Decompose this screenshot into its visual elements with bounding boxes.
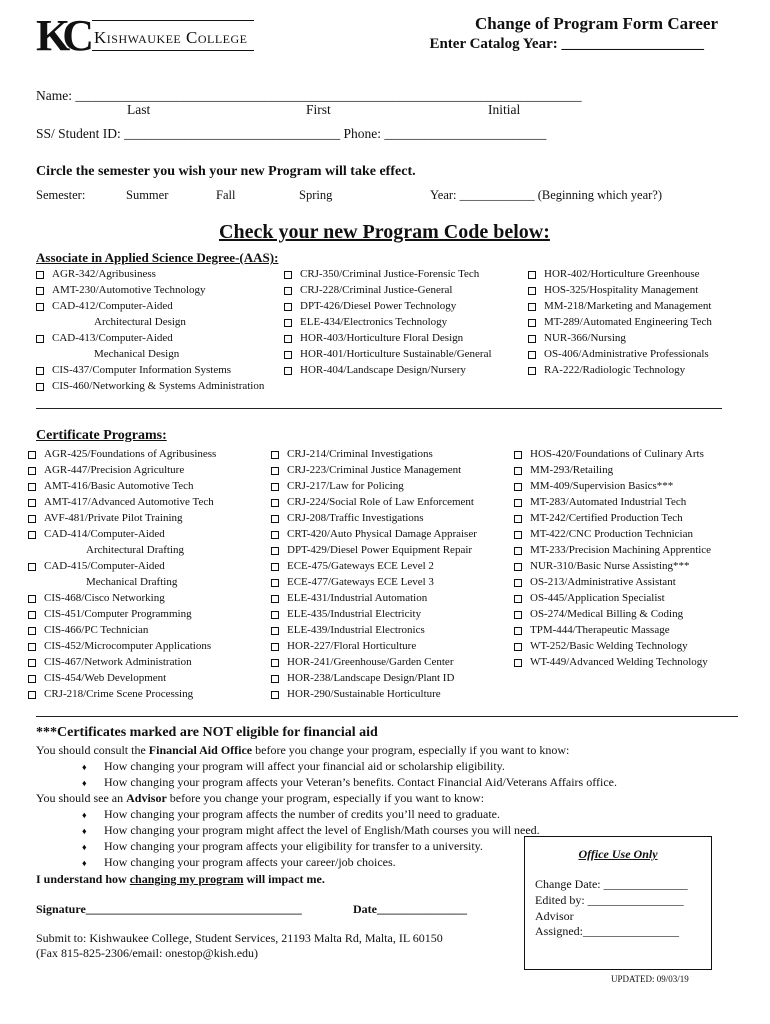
program-label: CRJ-350/Criminal Justice-Forensic Tech: [300, 268, 480, 280]
understand-pre: I understand how: [36, 872, 130, 886]
program-option[interactable]: [528, 300, 712, 316]
checkbox-icon[interactable]: [36, 303, 44, 311]
program-label: HOR-238/Landscape Design/Plant ID: [287, 672, 455, 684]
program-option[interactable]: [28, 688, 216, 704]
adv-intro-pre: You should see an: [36, 791, 127, 805]
checkbox-icon[interactable]: [28, 467, 36, 475]
form-title: Change of Program Form Career: [475, 14, 718, 33]
program-item-continued: Mechanical Drafting: [86, 576, 178, 588]
program-label: MT-283/Automated Industrial Tech: [530, 496, 687, 508]
checkbox-icon[interactable]: [514, 611, 522, 619]
diamond-bullet-icon: ♦: [82, 778, 87, 788]
semester-option-summer[interactable]: Summer: [126, 188, 169, 202]
program-label: DPT-429/Diesel Power Equipment Repair: [287, 544, 473, 556]
checkbox-icon[interactable]: [528, 271, 536, 279]
program-label: AMT-417/Advanced Automotive Tech: [44, 496, 214, 508]
semester-option-fall[interactable]: Fall: [216, 188, 236, 202]
program-option[interactable]: [271, 544, 477, 560]
logo-text: Kishwaukee College: [94, 28, 248, 47]
id-phone-field[interactable]: SS/ Student ID: ________________________________ Phone: ________________________: [36, 126, 547, 141]
program-option[interactable]: [28, 608, 216, 624]
program-label: ECE-477/Gateways ECE Level 3: [287, 576, 434, 588]
program-option[interactable]: [271, 480, 477, 496]
program-option[interactable]: [28, 592, 216, 608]
advisor-bullet-list: [82, 807, 540, 871]
program-label: CAD-415/Computer-Aided: [44, 560, 165, 572]
checkbox-icon[interactable]: [514, 595, 522, 603]
checkbox-icon[interactable]: [528, 335, 536, 343]
checkbox-icon[interactable]: [514, 451, 522, 459]
bullet-item: [82, 839, 540, 855]
checkbox-icon[interactable]: [284, 271, 292, 279]
diamond-bullet-icon: ♦: [82, 762, 87, 772]
program-label: MM-218/Marketing and Management: [544, 300, 712, 312]
program-label: AMT-230/Automotive Technology: [52, 284, 206, 296]
program-option[interactable]: [36, 364, 264, 380]
understand-statement: [36, 872, 325, 887]
program-option[interactable]: [284, 284, 492, 300]
program-label: ELE-439/Industrial Electronics: [287, 624, 425, 636]
name-last-label: Last: [127, 102, 151, 117]
program-option[interactable]: [284, 316, 492, 332]
program-option[interactable]: [28, 656, 216, 672]
program-option[interactable]: [28, 496, 216, 512]
financial-aid-note: ***Certificates marked are NOT eligible for financial aid: [36, 725, 378, 740]
submit-address: Submit to: Kishwaukee College, Student Services, 21193 Malta Rd, Malta, IL 60150: [36, 931, 443, 945]
program-option[interactable]: [271, 464, 477, 480]
fa-intro-pre: You should consult the: [36, 743, 149, 757]
checkbox-icon[interactable]: [284, 335, 292, 343]
bullet-item: [82, 775, 617, 791]
program-option[interactable]: [271, 560, 477, 576]
checkbox-icon[interactable]: [271, 643, 279, 651]
program-label: OS-213/Administrative Assistant: [530, 576, 676, 588]
checkbox-icon[interactable]: [271, 691, 279, 699]
bullet-text: How changing your program affects your career/job choices.: [104, 855, 396, 869]
bullet-text: How changing your program might affect the level of English/Math courses you will need.: [104, 823, 540, 837]
checkbox-icon[interactable]: [271, 451, 279, 459]
checkbox-icon[interactable]: [28, 659, 36, 667]
semester-instruction: Circle the semester you wish your new Program will take effect.: [36, 164, 416, 179]
program-label: CIS-460/Networking & Systems Administration: [52, 380, 265, 392]
checkbox-icon[interactable]: [271, 659, 279, 667]
checkbox-icon[interactable]: [36, 271, 44, 279]
checkbox-icon[interactable]: [28, 499, 36, 507]
checkbox-icon[interactable]: [284, 303, 292, 311]
program-option[interactable]: [514, 608, 711, 624]
checkbox-icon[interactable]: [284, 319, 292, 327]
date-field[interactable]: Date_______________: [353, 902, 467, 916]
program-option[interactable]: [528, 316, 712, 332]
program-label: HOR-227/Floral Horticulture: [287, 640, 417, 652]
program-option[interactable]: [36, 284, 264, 300]
program-option[interactable]: [28, 560, 216, 576]
diamond-bullet-icon: ♦: [82, 858, 87, 868]
advisor-label: Advisor: [535, 909, 574, 923]
checkbox-icon[interactable]: [514, 659, 522, 667]
program-label: MT-242/Certified Production Tech: [530, 512, 683, 524]
aas-column-3: [528, 268, 712, 380]
program-option[interactable]: [514, 624, 711, 640]
program-label: ELE-431/Industrial Automation: [287, 592, 428, 604]
program-label: CIS-468/Cisco Networking: [44, 592, 165, 604]
program-label: OS-406/Administrative Professionals: [544, 348, 709, 360]
program-option[interactable]: [514, 656, 711, 672]
diamond-bullet-icon: ♦: [82, 842, 87, 852]
diamond-bullet-icon: ♦: [82, 826, 87, 836]
program-option[interactable]: [271, 496, 477, 512]
program-label: HOR-290/Sustainable Horticulture: [287, 688, 441, 700]
checkbox-icon[interactable]: [271, 467, 279, 475]
fa-intro: [36, 743, 569, 758]
program-option[interactable]: [271, 656, 477, 672]
program-label: CRJ-218/Crime Scene Processing: [44, 688, 194, 700]
program-option[interactable]: [271, 672, 477, 688]
checkbox-icon[interactable]: [28, 691, 36, 699]
program-label: NUR-366/Nursing: [544, 332, 626, 344]
checkbox-icon[interactable]: [271, 547, 279, 555]
program-option[interactable]: [271, 512, 477, 528]
checkbox-icon[interactable]: [271, 515, 279, 523]
bullet-text: How changing your program affects the number of credits you’ll need to graduate.: [104, 807, 500, 821]
program-option[interactable]: [28, 464, 216, 480]
program-label: CIS-437/Computer Information Systems: [52, 364, 232, 376]
checkbox-icon[interactable]: [528, 367, 536, 375]
program-label: OS-274/Medical Billing & Coding: [530, 608, 684, 620]
program-label: CIS-467/Network Administration: [44, 656, 192, 668]
logo-rule-bottom: [92, 50, 254, 51]
college-logo: [36, 11, 254, 60]
program-label: CRJ-228/Criminal Justice-General: [300, 284, 453, 296]
program-label: OS-445/Application Specialist: [530, 592, 665, 604]
checkbox-icon[interactable]: [514, 531, 522, 539]
cert-heading: Certificate Programs:: [36, 428, 167, 443]
checkbox-icon[interactable]: [36, 383, 44, 391]
checkbox-icon[interactable]: [514, 499, 522, 507]
program-option[interactable]: [514, 480, 711, 496]
checkbox-icon[interactable]: [514, 643, 522, 651]
program-item-continued: Architectural Drafting: [86, 544, 185, 556]
program-label: HOS-325/Hospitality Management: [544, 284, 699, 296]
name-first-label: First: [306, 102, 331, 117]
program-option[interactable]: [271, 448, 477, 464]
program-label: HOR-404/Landscape Design/Nursery: [300, 364, 466, 376]
checkbox-icon[interactable]: [28, 563, 36, 571]
logo-mark: KC: [36, 11, 86, 60]
program-option[interactable]: [514, 512, 711, 528]
checkbox-icon[interactable]: [28, 451, 36, 459]
checkbox-icon[interactable]: [528, 351, 536, 359]
program-option[interactable]: [36, 268, 264, 284]
checkbox-icon[interactable]: [271, 611, 279, 619]
program-label: ELE-435/Industrial Electricity: [287, 608, 422, 620]
program-option[interactable]: [271, 592, 477, 608]
program-label: NUR-310/Basic Nurse Assisting***: [530, 560, 690, 572]
program-option[interactable]: [514, 640, 711, 656]
checkbox-icon[interactable]: [28, 611, 36, 619]
checkbox-icon[interactable]: [36, 367, 44, 375]
program-label: CAD-413/Computer-Aided: [52, 332, 173, 344]
program-label: CRJ-214/Criminal Investigations: [287, 448, 433, 460]
program-label: CRT-420/Auto Physical Damage Appraiser: [287, 528, 477, 540]
adv-intro-post: before you change your program, especially if you want to know:: [166, 791, 485, 805]
checkbox-icon[interactable]: [28, 483, 36, 491]
program-label: CIS-454/Web Development: [44, 672, 167, 684]
program-item-continued: Architectural Design: [94, 316, 186, 328]
program-label: HOR-401/Horticulture Sustainable/General: [300, 348, 492, 360]
program-label: CRJ-223/Criminal Justice Management: [287, 464, 462, 476]
bullet-item: [82, 823, 540, 839]
program-option[interactable]: [36, 380, 264, 396]
program-label: TPM-444/Therapeutic Massage: [530, 624, 670, 636]
program-option[interactable]: [514, 560, 711, 576]
program-option[interactable]: [28, 528, 216, 544]
program-option[interactable]: [28, 480, 216, 496]
program-label: MM-409/Supervision Basics***: [530, 480, 674, 492]
year-field[interactable]: Year: ____________ (Beginning which year?): [430, 188, 663, 202]
program-option[interactable]: [271, 688, 477, 704]
logo-rule-top: [92, 20, 254, 21]
advisor-intro: [36, 791, 484, 806]
program-label: CIS-451/Computer Programming: [44, 608, 192, 620]
checkbox-icon[interactable]: [28, 595, 36, 603]
name-field[interactable]: Name: ___________________________________________________________________________: [36, 88, 582, 103]
checkbox-icon[interactable]: [271, 595, 279, 603]
program-label: RA-222/Radiologic Technology: [544, 364, 686, 376]
program-heading: Check your new Program Code below:: [219, 221, 550, 243]
checkbox-icon[interactable]: [36, 335, 44, 343]
checkbox-icon[interactable]: [28, 643, 36, 651]
program-option[interactable]: [271, 576, 477, 592]
checkbox-icon[interactable]: [514, 579, 522, 587]
bullet-item: [82, 759, 617, 775]
checkbox-icon[interactable]: [271, 499, 279, 507]
office-use-box: [524, 836, 712, 970]
checkbox-icon[interactable]: [271, 627, 279, 635]
bullet-text: How changing your program affects your eligibility for transfer to a university.: [104, 839, 483, 853]
program-label: CIS-466/PC Technician: [44, 624, 149, 636]
checkbox-icon[interactable]: [528, 287, 536, 295]
program-label: CRJ-208/Traffic Investigations: [287, 512, 424, 524]
program-label: HOR-241/Greenhouse/Garden Center: [287, 656, 454, 668]
cert-column-2: [271, 448, 477, 704]
fa-intro-post: before you change your program, especially if you want to know:: [252, 743, 570, 757]
checkbox-icon[interactable]: [271, 531, 279, 539]
checkbox-icon[interactable]: [271, 579, 279, 587]
program-option[interactable]: [28, 448, 216, 464]
bullet-text: How changing your program affects your Veteran’s benefits. Contact Financial Aid/Veterans Affairs office.: [104, 775, 617, 789]
aas-heading: Associate in Applied Science Degree-(AAS):: [36, 250, 279, 265]
program-label: AGR-342/Agribusiness: [52, 268, 156, 280]
checkbox-icon[interactable]: [284, 287, 292, 295]
checkbox-icon[interactable]: [528, 303, 536, 311]
program-option[interactable]: [284, 300, 492, 316]
program-label: ELE-434/Electronics Technology: [300, 316, 448, 328]
program-item-continued: Mechanical Design: [94, 348, 180, 360]
fa-bullet-list: [82, 759, 617, 791]
signature-field[interactable]: Signature____________________________________: [36, 902, 302, 916]
program-label: HOR-402/Horticulture Greenhouse: [544, 268, 700, 280]
checkbox-icon[interactable]: [284, 351, 292, 359]
cert-column-3: [514, 448, 711, 672]
edited-by-field[interactable]: Edited by: ________________: [535, 893, 684, 907]
program-option[interactable]: [271, 528, 477, 544]
checkbox-icon[interactable]: [528, 319, 536, 327]
diamond-bullet-icon: ♦: [82, 810, 87, 820]
program-option[interactable]: [36, 300, 264, 316]
program-option[interactable]: [514, 496, 711, 512]
program-option[interactable]: [284, 364, 492, 380]
checkbox-icon[interactable]: [28, 675, 36, 683]
program-option[interactable]: [284, 332, 492, 348]
office-use-title: Office Use Only: [578, 847, 658, 861]
program-label: MM-293/Retailing: [530, 464, 614, 476]
checkbox-icon[interactable]: [514, 483, 522, 491]
checkbox-icon[interactable]: [514, 563, 522, 571]
understand-post: will impact me.: [243, 872, 325, 886]
program-label: MT-233/Precision Machining Apprentice: [530, 544, 712, 556]
program-option[interactable]: [514, 528, 711, 544]
change-date-field[interactable]: Change Date: ______________: [535, 877, 688, 891]
program-label: CRJ-217/Law for Policing: [287, 480, 404, 492]
advisor: Advisor: [126, 791, 167, 805]
checkbox-icon[interactable]: [271, 483, 279, 491]
program-option[interactable]: [514, 576, 711, 592]
checkbox-icon[interactable]: [36, 287, 44, 295]
checkbox-icon[interactable]: [271, 563, 279, 571]
program-label: AGR-425/Foundations of Agribusiness: [44, 448, 217, 460]
checkbox-icon[interactable]: [514, 547, 522, 555]
program-label: AMT-416/Basic Automotive Tech: [44, 480, 194, 492]
name-initial-label: Initial: [488, 102, 521, 117]
bullet-item: [82, 807, 540, 823]
program-label: CRJ-224/Social Role of Law Enforcement: [287, 496, 474, 508]
catalog-year-field[interactable]: Enter Catalog Year: ___________________: [429, 36, 704, 52]
fa-office: Financial Aid Office: [148, 743, 253, 757]
program-label: DPT-426/Diesel Power Technology: [300, 300, 457, 312]
program-option[interactable]: [271, 624, 477, 640]
program-label: HOR-403/Horticulture Floral Design: [300, 332, 464, 344]
program-option[interactable]: [528, 284, 712, 300]
program-label: ECE-475/Gateways ECE Level 2: [287, 560, 434, 572]
checkbox-icon[interactable]: [284, 367, 292, 375]
program-option[interactable]: [284, 268, 492, 284]
assigned-field[interactable]: Assigned:________________: [535, 924, 679, 938]
program-option[interactable]: [36, 332, 264, 348]
program-label: AVF-481/Private Pilot Training: [44, 512, 183, 524]
checkbox-icon[interactable]: [28, 515, 36, 523]
program-label: CIS-452/Microcomputer Applications: [44, 640, 212, 652]
program-label: MT-422/CNC Production Technician: [530, 528, 693, 540]
program-option[interactable]: [284, 348, 492, 364]
program-label: CAD-414/Computer-Aided: [44, 528, 165, 540]
section-divider: [36, 716, 738, 717]
bullet-item: [82, 855, 540, 871]
cert-column-1: [28, 448, 216, 704]
program-option[interactable]: [271, 640, 477, 656]
checkbox-icon[interactable]: [514, 515, 522, 523]
program-label: HOS-420/Foundations of Culinary Arts: [530, 448, 704, 460]
program-option[interactable]: [28, 512, 216, 528]
program-option[interactable]: [528, 364, 712, 380]
semester-option-spring[interactable]: Spring: [299, 188, 333, 202]
checkbox-icon[interactable]: [514, 467, 522, 475]
program-option[interactable]: [28, 640, 216, 656]
program-option[interactable]: [514, 544, 711, 560]
updated-date: UPDATED: 09/03/19: [611, 974, 689, 984]
program-option[interactable]: [528, 268, 712, 284]
program-option[interactable]: [514, 448, 711, 464]
program-label: WT-449/Advanced Welding Technology: [530, 656, 708, 668]
program-option[interactable]: [528, 348, 712, 364]
checkbox-icon[interactable]: [271, 675, 279, 683]
checkbox-icon[interactable]: [28, 627, 36, 635]
program-option[interactable]: [28, 672, 216, 688]
bullet-text: How changing your program will affect your financial aid or scholarship eligibility.: [104, 759, 505, 773]
checkbox-icon[interactable]: [28, 531, 36, 539]
semester-label: Semester:: [36, 188, 86, 202]
checkbox-icon[interactable]: [514, 627, 522, 635]
section-divider: [36, 408, 722, 409]
program-label: MT-289/Automated Engineering Tech: [544, 316, 712, 328]
program-option[interactable]: [514, 592, 711, 608]
program-label: CAD-412/Computer-Aided: [52, 300, 173, 312]
aas-column-1: [36, 268, 264, 396]
understand-underlined: changing my program: [129, 872, 244, 886]
program-option[interactable]: [271, 608, 477, 624]
program-option[interactable]: [28, 624, 216, 640]
program-option[interactable]: [528, 332, 712, 348]
submit-contact: (Fax 815-825-2306/email: onestop@kish.edu): [36, 946, 259, 960]
program-option[interactable]: [514, 464, 711, 480]
program-label: AGR-447/Precision Agriculture: [44, 464, 185, 476]
aas-column-2: [284, 268, 492, 380]
program-label: WT-252/Basic Welding Technology: [530, 640, 688, 652]
